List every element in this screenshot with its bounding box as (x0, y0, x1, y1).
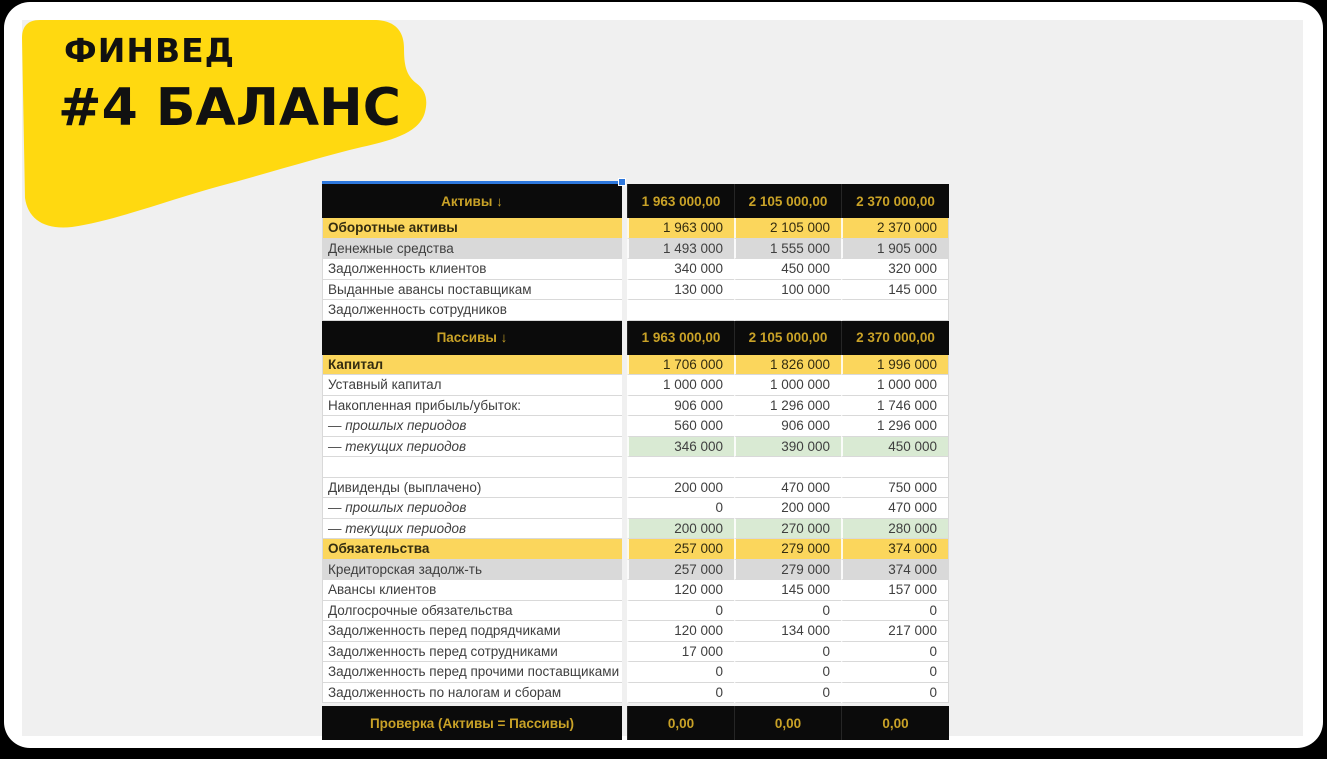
value-cell-period-1[interactable]: 346 000 (627, 437, 734, 458)
assets-total-period-1[interactable]: 1 963 000,00 (627, 184, 734, 218)
value-cell-period-2[interactable]: 0 (734, 662, 841, 683)
value-cell-period-3[interactable]: 0 (841, 662, 949, 683)
check-row (322, 706, 949, 740)
value-cell-period-1[interactable]: 340 000 (627, 259, 734, 280)
check-value-period-3[interactable]: 0,00 (841, 706, 949, 740)
row-label-cell[interactable]: Уставный капитал (322, 375, 622, 396)
row-label-cell[interactable]: Задолженность перед подрядчиками (322, 621, 622, 642)
value-cell-period-3[interactable]: 145 000 (841, 280, 949, 301)
liabilities-rows (322, 355, 949, 704)
value-cell-period-3[interactable]: 217 000 (841, 621, 949, 642)
value-cell-period-3[interactable]: 374 000 (841, 539, 949, 560)
row-label-cell[interactable]: — прошлых периодов (322, 416, 622, 437)
table-row (322, 239, 949, 260)
table-row (322, 280, 949, 301)
value-cell-period-1[interactable]: 257 000 (627, 560, 734, 581)
table-row (322, 580, 949, 601)
value-cell-period-1[interactable]: 0 (627, 498, 734, 519)
row-label-cell[interactable]: Авансы клиентов (322, 580, 622, 601)
value-cell-period-2[interactable]: 145 000 (734, 580, 841, 601)
assets-rows (322, 218, 949, 321)
row-label-cell[interactable]: Капитал (322, 355, 622, 376)
liabilities-total-period-2[interactable]: 2 105 000,00 (734, 321, 841, 355)
value-cell-period-3[interactable]: 450 000 (841, 437, 949, 458)
value-cell-period-2[interactable]: 0 (734, 601, 841, 622)
value-cell-period-2[interactable]: 2 105 000 (734, 218, 841, 239)
value-cell-period-2[interactable]: 100 000 (734, 280, 841, 301)
value-cell-period-2[interactable]: 1 296 000 (734, 396, 841, 417)
row-label-cell[interactable]: Задолженность по налогам и сборам (322, 683, 622, 704)
value-cell-period-2[interactable] (734, 300, 841, 321)
value-cell-period-1[interactable]: 130 000 (627, 280, 734, 301)
value-cell-period-3[interactable]: 1 996 000 (841, 355, 949, 376)
check-value-period-1[interactable]: 0,00 (627, 706, 734, 740)
value-cell-period-3[interactable]: 374 000 (841, 560, 949, 581)
table-row (322, 396, 949, 417)
row-label-cell[interactable]: — текущих периодов (322, 437, 622, 458)
row-label-cell[interactable]: Задолженность сотрудников (322, 300, 622, 321)
value-cell-period-1[interactable]: 200 000 (627, 519, 734, 540)
row-label-cell[interactable]: Дивиденды (выплачено) (322, 478, 622, 499)
value-cell-period-2[interactable]: 279 000 (734, 539, 841, 560)
value-cell-period-1[interactable]: 560 000 (627, 416, 734, 437)
table-row (322, 457, 949, 478)
table-row (322, 519, 949, 540)
value-cell-period-1[interactable] (627, 300, 734, 321)
logo-brand-text: ФИНВЕД (64, 31, 236, 70)
row-label-cell[interactable]: Кредиторская задолж-ть (322, 560, 622, 581)
table-row (322, 642, 949, 663)
value-cell-period-3[interactable]: 1 746 000 (841, 396, 949, 417)
value-cell-period-1[interactable]: 120 000 (627, 580, 734, 601)
assets-header-row (322, 184, 949, 218)
liabilities-total-period-1[interactable]: 1 963 000,00 (627, 321, 734, 355)
assets-header-label[interactable]: Активы ↓ (322, 184, 622, 218)
value-cell-period-3[interactable]: 280 000 (841, 519, 949, 540)
value-cell-period-3[interactable] (841, 457, 949, 478)
value-cell-period-3[interactable]: 0 (841, 601, 949, 622)
table-row (322, 683, 949, 704)
value-cell-period-3[interactable]: 0 (841, 683, 949, 704)
row-label-cell[interactable]: Долгосрочные обязательства (322, 601, 622, 622)
table-row (322, 560, 949, 581)
fill-handle[interactable] (618, 178, 626, 186)
value-cell-period-1[interactable]: 17 000 (627, 642, 734, 663)
value-cell-period-1[interactable]: 200 000 (627, 478, 734, 499)
value-cell-period-2[interactable] (734, 457, 841, 478)
value-cell-period-3[interactable]: 157 000 (841, 580, 949, 601)
content-card (4, 2, 1323, 748)
value-cell-period-2[interactable]: 1 000 000 (734, 375, 841, 396)
row-label-cell[interactable]: Накопленная прибыль/убыток: (322, 396, 622, 417)
table-row (322, 375, 949, 396)
value-cell-period-3[interactable]: 2 370 000 (841, 218, 949, 239)
value-cell-period-2[interactable]: 1 555 000 (734, 239, 841, 260)
check-label[interactable]: Проверка (Активы = Пассивы) (322, 706, 622, 740)
balance-table (322, 184, 949, 740)
spreadsheet-background (22, 20, 1303, 736)
value-cell-period-1[interactable]: 1 493 000 (627, 239, 734, 260)
value-cell-period-2[interactable]: 470 000 (734, 478, 841, 499)
row-label-cell[interactable]: — текущих периодов (322, 519, 622, 540)
row-label-cell[interactable]: Денежные средства (322, 239, 622, 260)
value-cell-period-3[interactable] (841, 300, 949, 321)
value-cell-period-2[interactable]: 0 (734, 683, 841, 704)
row-label-cell[interactable]: Обязательства (322, 539, 622, 560)
assets-total-period-3[interactable]: 2 370 000,00 (841, 184, 949, 218)
row-label-cell[interactable]: Задолженность перед сотрудниками (322, 642, 622, 663)
value-cell-period-2[interactable]: 450 000 (734, 259, 841, 280)
liabilities-total-period-3[interactable]: 2 370 000,00 (841, 321, 949, 355)
value-cell-period-1[interactable]: 1 963 000 (627, 218, 734, 239)
row-label-cell[interactable] (322, 457, 622, 478)
value-cell-period-1[interactable]: 120 000 (627, 621, 734, 642)
cell-selection-border[interactable] (322, 181, 623, 184)
value-cell-period-3[interactable]: 470 000 (841, 498, 949, 519)
liabilities-header-row (322, 321, 949, 355)
value-cell-period-1[interactable]: 1 706 000 (627, 355, 734, 376)
liabilities-header-label[interactable]: Пассивы ↓ (322, 321, 622, 355)
value-cell-period-1[interactable]: 906 000 (627, 396, 734, 417)
table-row (322, 478, 949, 499)
value-cell-period-3[interactable]: 0 (841, 642, 949, 663)
value-cell-period-1[interactable]: 257 000 (627, 539, 734, 560)
value-cell-period-2[interactable]: 200 000 (734, 498, 841, 519)
value-cell-period-1[interactable]: 0 (627, 662, 734, 683)
value-cell-period-2[interactable]: 0 (734, 642, 841, 663)
value-cell-period-2[interactable]: 134 000 (734, 621, 841, 642)
table-row (322, 355, 949, 376)
row-label-cell[interactable]: Задолженность перед прочими поставщиками (322, 662, 622, 683)
value-cell-period-1[interactable]: 0 (627, 683, 734, 704)
value-cell-period-1[interactable]: 0 (627, 601, 734, 622)
table-row (322, 662, 949, 683)
value-cell-period-3[interactable]: 1 905 000 (841, 239, 949, 260)
value-cell-period-3[interactable]: 320 000 (841, 259, 949, 280)
assets-total-period-2[interactable]: 2 105 000,00 (734, 184, 841, 218)
table-row (322, 437, 949, 458)
row-label-cell[interactable]: Оборотные активы (322, 218, 622, 239)
table-row (322, 416, 949, 437)
value-cell-period-1[interactable]: 1 000 000 (627, 375, 734, 396)
row-label-cell[interactable]: Задолженность клиентов (322, 259, 622, 280)
table-row (322, 259, 949, 280)
value-cell-period-3[interactable]: 1 296 000 (841, 416, 949, 437)
table-row (322, 498, 949, 519)
table-row (322, 300, 949, 321)
value-cell-period-2[interactable]: 1 826 000 (734, 355, 841, 376)
row-label-cell[interactable]: — прошлых периодов (322, 498, 622, 519)
row-label-cell[interactable]: Выданные авансы поставщикам (322, 280, 622, 301)
table-row (322, 621, 949, 642)
value-cell-period-2[interactable]: 270 000 (734, 519, 841, 540)
check-value-period-2[interactable]: 0,00 (734, 706, 841, 740)
value-cell-period-3[interactable]: 750 000 (841, 478, 949, 499)
value-cell-period-2[interactable]: 390 000 (734, 437, 841, 458)
value-cell-period-1[interactable] (627, 457, 734, 478)
table-row (322, 601, 949, 622)
table-row (322, 539, 949, 560)
table-row (322, 218, 949, 239)
value-cell-period-2[interactable]: 279 000 (734, 560, 841, 581)
logo-title-text: #4 БАЛАНС (58, 78, 401, 138)
value-cell-period-2[interactable]: 906 000 (734, 416, 841, 437)
value-cell-period-3[interactable]: 1 000 000 (841, 375, 949, 396)
